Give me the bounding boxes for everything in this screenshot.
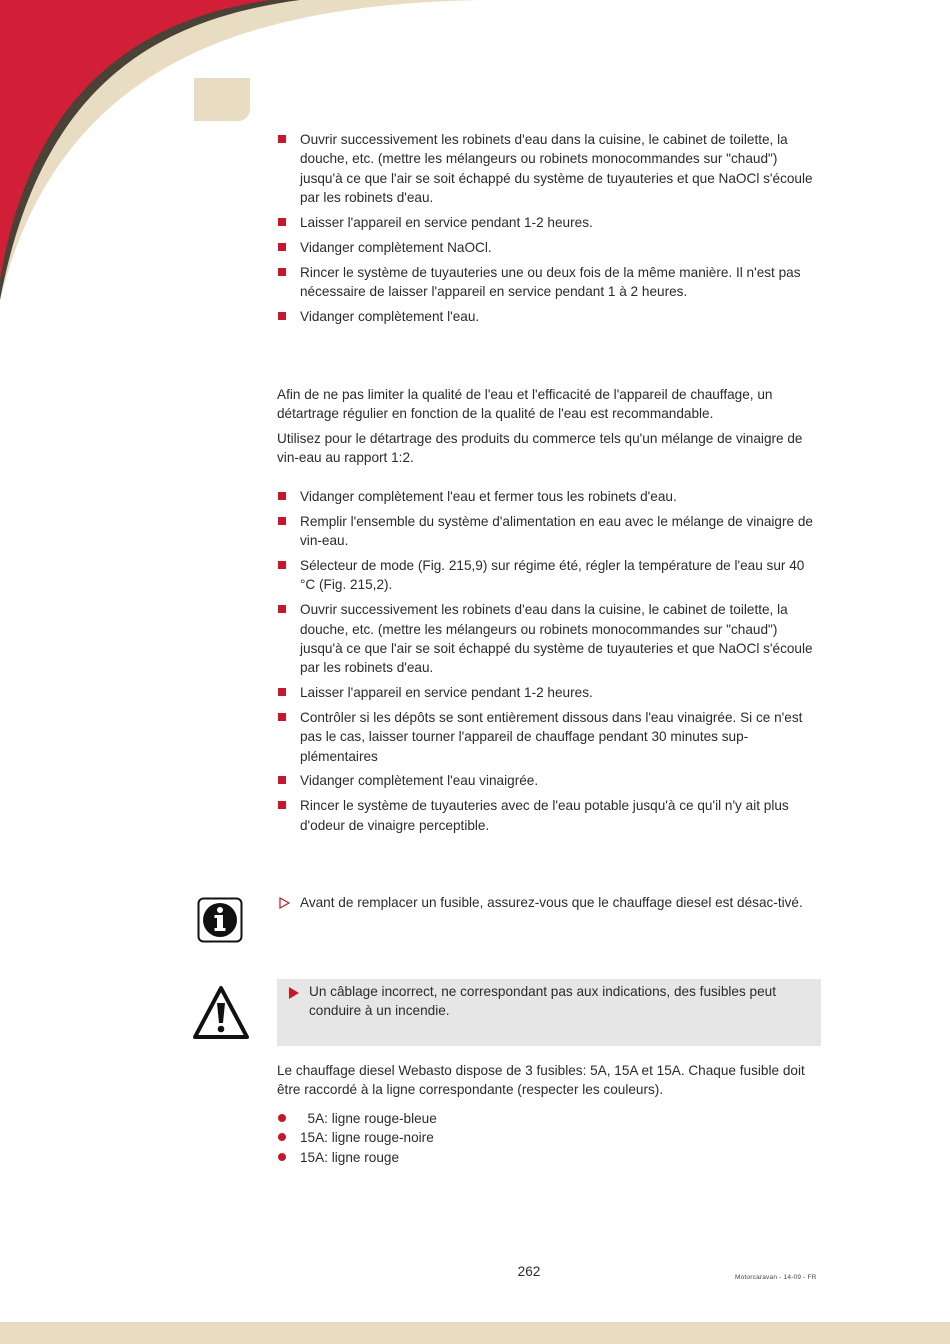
warning-icon (193, 985, 249, 1040)
list-item-text: Contrôler si les dépôts se sont entièrement dissous dans l'eau vinaigrée. Si ce n'est pas le cas, laisser tourner l'appareil de chauffage pendant 30 minutes sup-plémentaires (300, 709, 803, 764)
list-item (277, 487, 821, 506)
list-item (277, 683, 821, 702)
list-item-text: Sélecteur de mode (Fig. 215,9) sur régime été, régler la température de l'eau sur 40 °C (Fig. 215,2). (300, 558, 805, 593)
list-item (277, 238, 821, 257)
document-reference: Motorcaravan - 14-09 - FR (735, 1274, 817, 1281)
list-item (277, 796, 821, 835)
fuse-item (277, 1128, 821, 1148)
list-item (277, 263, 821, 302)
list-item-text: Vidanger complètement l'eau. (300, 308, 480, 324)
list-item (277, 556, 821, 595)
fuse-item-text: 15A: ligne rouge (300, 1149, 400, 1165)
info-note (277, 893, 821, 912)
triangle-right-icon (279, 897, 290, 909)
descaling-steps (277, 487, 821, 841)
list-item (277, 708, 821, 766)
play-arrow-icon (288, 987, 300, 999)
round-bullet-icon (278, 1133, 286, 1141)
list-item-text: Ouvrir successivement les robinets d'eau dans la cuisine, le cabinet de toilette, la douche, etc. (mettre les mélangeurs ou robinets monocommandes sur "chaud") jusqu'à ce que l'air se soit échappé du système de tuyauteries et que NaOCl s'écoule par les robinets d'eau. (300, 602, 813, 676)
fuse-item-text: 5A: ligne rouge-bleue (300, 1110, 437, 1126)
square-bullet-icon (278, 135, 286, 143)
list-item (277, 600, 821, 677)
warning-box (277, 979, 821, 1046)
list-item (277, 307, 821, 326)
warning-text: Un câblage incorrect, ne correspondant pas aux indications, des fusibles peut conduire à un incendie. (309, 984, 776, 1019)
square-bullet-icon (278, 605, 286, 613)
square-bullet-icon (278, 688, 286, 696)
round-bullet-icon (278, 1153, 286, 1161)
flush-steps (277, 130, 821, 332)
info-note-text: Avant de remplacer un fusible, assurez-vous que le chauffage diesel est désac-tivé. (300, 895, 803, 910)
square-bullet-icon (278, 801, 286, 809)
list-item-text: Ouvrir successivement les robinets d'eau dans la cuisine, le cabinet de toilette, la douche, etc. (mettre les mélangeurs ou robinets monocommandes sur "chaud") jusqu'à ce que l'air se soit échappé du système de tuyauteries et que NaOCl s'écoule par les robinets d'eau. (300, 132, 813, 205)
fuses-intro: Le chauffage diesel Webasto dispose de 3 fusibles: 5A, 15A et 15A. Chaque fusible doit être raccordé à la ligne correspondante (respecter les couleurs). (277, 1063, 805, 1098)
fuses-section (277, 1061, 821, 1167)
list-item (277, 512, 821, 551)
fuse-item (277, 1109, 821, 1129)
square-bullet-icon (278, 243, 286, 251)
square-bullet-icon (278, 517, 286, 525)
list-item-text: Vidanger complètement NaOCl. (300, 239, 492, 255)
descaling-paragraph-2: Utilisez pour le détartrage des produits du commerce tels qu'un mélange de vinaigre de vin-eau au rapport 1:2. (277, 431, 803, 466)
square-bullet-icon (278, 561, 286, 569)
page-number: 262 (517, 1264, 541, 1279)
descaling-paragraph-1: Afin de ne pas limiter la qualité de l'eau et l'efficacité de l'appareil de chauffage, un détartrage régulier en fonction de la qualité de l'eau est recommandable. (277, 387, 773, 422)
list-item-text: Rincer le système de tuyauteries avec de l'eau potable jusqu'à ce qu'il n'y ait plus d'odeur de vinaigre perceptible. (300, 798, 789, 833)
round-bullet-icon (278, 1114, 286, 1122)
square-bullet-icon (278, 492, 286, 500)
list-item-text: Rincer le système de tuyauteries une ou deux fois de la même manière. Il n'est pas nécessaire de laisser l'appareil en service pendant 1 à 2 heures. (300, 264, 801, 299)
descaling-intro (277, 385, 821, 473)
square-bullet-icon (278, 218, 286, 226)
chapter-tab (194, 78, 250, 121)
info-icon (197, 897, 243, 943)
list-item (277, 213, 821, 232)
bottom-band (0, 1322, 950, 1344)
list-item-text: Vidanger complètement l'eau vinaigrée. (300, 773, 539, 789)
list-item-text: Laisser l'appareil en service pendant 1-2 heures. (300, 214, 593, 230)
list-item-text: Vidanger complètement l'eau et fermer tous les robinets d'eau. (300, 489, 677, 504)
fuse-item (277, 1148, 821, 1168)
list-item (277, 130, 821, 207)
square-bullet-icon (278, 713, 286, 721)
list-item (277, 771, 821, 790)
square-bullet-icon (278, 268, 286, 276)
list-item-text: Laisser l'appareil en service pendant 1-2 heures. (300, 685, 593, 701)
square-bullet-icon (278, 312, 286, 320)
fuse-item-text: 15A: ligne rouge-noire (300, 1130, 434, 1146)
square-bullet-icon (278, 776, 286, 784)
list-item-text: Remplir l'ensemble du système d'alimentation en eau avec le mélange de vinaigre de vin-eau. (300, 513, 813, 549)
